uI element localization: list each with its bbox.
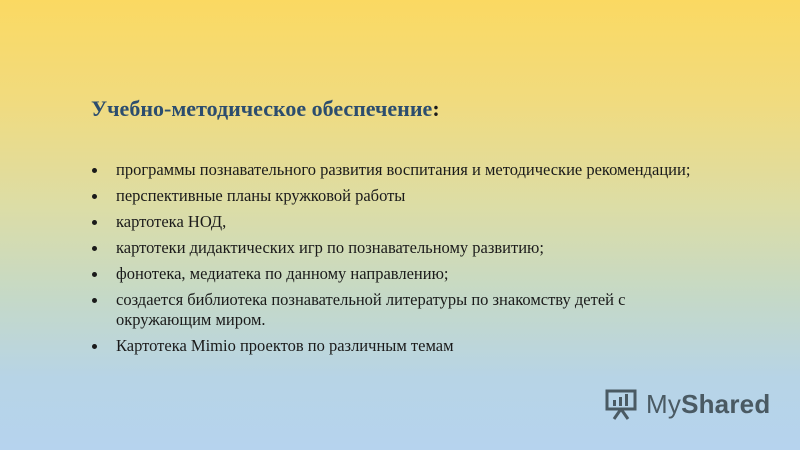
- presentation-board-icon: [604, 388, 638, 420]
- bullet-icon: [92, 272, 97, 277]
- list-item-text: картотека НОД,: [116, 212, 227, 231]
- slide-title: [91, 96, 440, 122]
- list-item: [92, 264, 692, 284]
- list-item: [92, 238, 692, 258]
- bullet-icon: [92, 220, 97, 225]
- list-item: [92, 290, 692, 330]
- watermark-text-my: My: [646, 388, 682, 419]
- list-item: [92, 160, 692, 180]
- list-item: [92, 186, 692, 206]
- list-item-text: картотеки дидактических игр по познавательному развитию;: [116, 238, 544, 257]
- list-item-text: создается библиотека познавательной литературы по знакомству детей с окружающим миром.: [116, 290, 626, 329]
- list-item: [92, 336, 692, 356]
- bullet-icon: [92, 298, 97, 303]
- bullet-icon: [92, 168, 97, 173]
- list-item: [92, 212, 692, 232]
- bullet-icon: [92, 194, 97, 199]
- bullet-icon: [92, 344, 97, 349]
- slide-title-text: Учебно-методическое обеспечение: [91, 96, 433, 121]
- resource-list: [92, 160, 692, 362]
- list-item-text: перспективные планы кружковой работы: [116, 186, 406, 205]
- list-item-text: фонотека, медиатека по данному направлению;: [116, 264, 449, 283]
- watermark-text-shared: Shared: [681, 388, 771, 419]
- slide-title-colon: :: [432, 96, 440, 121]
- list-item-text: Картотека Mimio проектов по различным темам: [116, 336, 454, 355]
- bullet-icon: [92, 246, 97, 251]
- watermark-text: [646, 389, 770, 420]
- myshared-watermark: [604, 386, 770, 422]
- list-item-text: программы познавательного развития воспитания и методические рекомендации;: [116, 160, 691, 179]
